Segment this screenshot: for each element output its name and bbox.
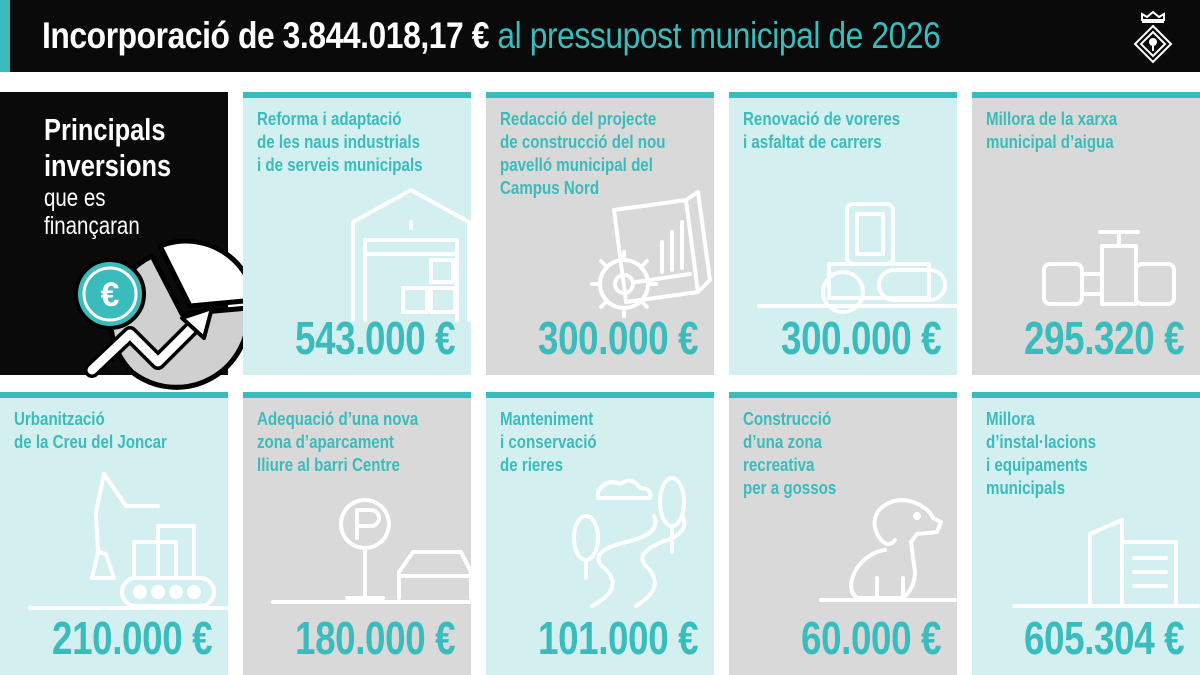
investment-card-equipaments (972, 392, 1200, 675)
intro-heading (44, 112, 171, 184)
card-amount: 210.000 € (51, 612, 212, 664)
card-amount: 180.000 € (294, 612, 455, 664)
card-title-line: municipals (986, 478, 1065, 498)
card-title-line: lliure al barri Centre (257, 455, 400, 475)
investment-card-aparcament (243, 392, 471, 675)
card-title-line: Manteniment (500, 409, 594, 429)
investment-card-gossos (729, 392, 957, 675)
header-accent (0, 0, 10, 72)
page-title (42, 0, 940, 72)
intro-line-4: finançaran (44, 212, 140, 240)
investment-card-pavello (486, 92, 714, 375)
header-bar (0, 0, 1200, 72)
title-bold: Incorporació de 3.844.018,17 € (42, 15, 489, 56)
card-title-line: recreativa (743, 455, 815, 475)
investment-card-joncar (0, 392, 228, 675)
card-amount: 605.304 € (1023, 612, 1184, 664)
card-title-line: Renovació de voreres (743, 109, 901, 129)
intro-line-2: inversions (44, 148, 172, 183)
card-title-line: de la Creu del Joncar (14, 432, 167, 452)
card-title-line: Adequació d’una nova (257, 409, 419, 429)
card-title-line: pavelló municipal del (500, 155, 653, 175)
card-amount: 60.000 € (800, 612, 941, 664)
investment-card-naus (243, 92, 471, 375)
card-amount: 300.000 € (537, 312, 698, 364)
title-rest: al pressupost municipal de 2026 (488, 15, 941, 56)
card-title (986, 408, 1200, 500)
card-title-line: Millora (986, 409, 1035, 429)
card-title-line: Campus Nord (500, 178, 600, 198)
card-title-line: de les naus industrials (257, 132, 421, 152)
card-title (14, 408, 228, 454)
coat-of-arms-icon (1126, 8, 1180, 64)
card-title-line: i equipaments (986, 455, 1088, 475)
investment-card-aigua (972, 92, 1200, 375)
card-title-line: i asfaltat de carrers (743, 132, 882, 152)
card-title (500, 108, 714, 200)
card-title-line: municipal d’aigua (986, 132, 1114, 152)
card-title-line: Redacció del projecte (500, 109, 657, 129)
card-title (257, 108, 471, 177)
card-title (257, 408, 471, 477)
investment-chart-icon (72, 222, 272, 402)
card-title-line: Urbanització (14, 409, 105, 429)
card-title-line: Construcció (743, 409, 832, 429)
card-title (500, 408, 714, 477)
card-title (743, 408, 957, 500)
investment-card-voreres (729, 92, 957, 375)
card-title-line: i conservació (500, 432, 597, 452)
card-amount: 295.320 € (1023, 312, 1184, 364)
intro-line-1: Principals (44, 112, 166, 147)
card-title-line: de rieres (500, 455, 564, 475)
card-title-line: i de serveis municipals (257, 155, 423, 175)
card-amount: 101.000 € (537, 612, 698, 664)
card-title-line: d’instal·lacions (986, 432, 1097, 452)
card-title (743, 108, 957, 154)
card-title-line: Millora de la xarxa (986, 109, 1118, 129)
card-amount: 300.000 € (780, 312, 941, 364)
intro-line-3: que es (44, 184, 106, 212)
card-title-line: Reforma i adaptació (257, 109, 402, 129)
card-title-line: per a gossos (743, 478, 837, 498)
euro-symbol: € (100, 276, 120, 314)
card-title-line: zona d’aparcament (257, 432, 394, 452)
investment-card-rieres (486, 392, 714, 675)
card-title-line: de construcció del nou (500, 132, 666, 152)
card-title-line: d’una zona (743, 432, 822, 452)
card-title (986, 108, 1200, 154)
card-amount: 543.000 € (294, 312, 455, 364)
